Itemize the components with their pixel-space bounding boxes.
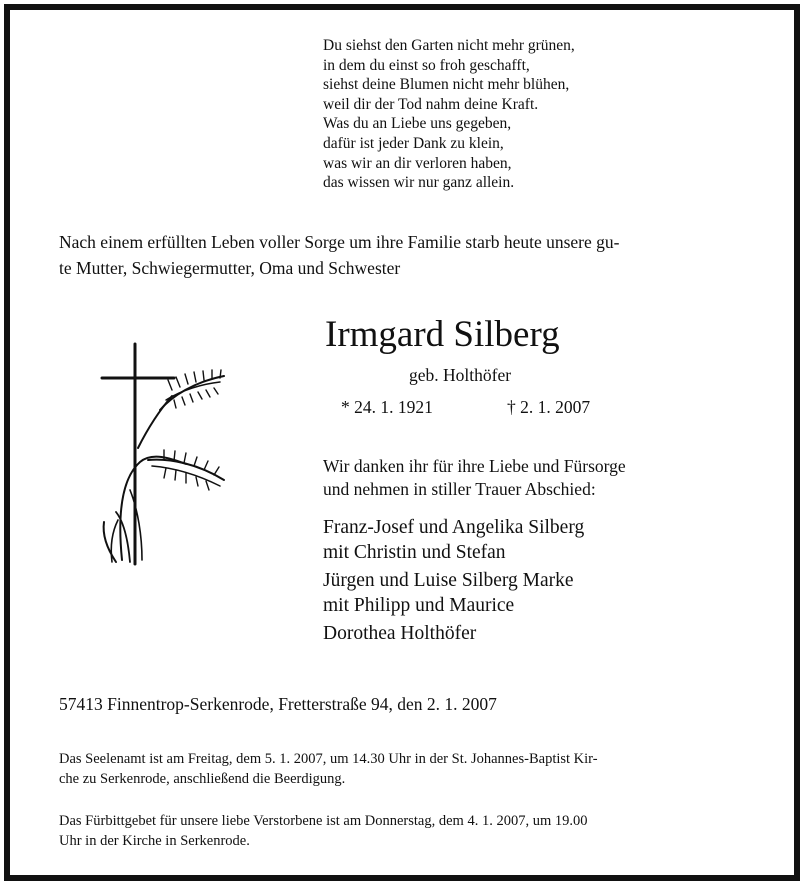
mourner-line: Jürgen und Luise Silberg Marke <box>323 570 574 591</box>
poem-line: das wissen wir nur ganz allein. <box>323 174 515 192</box>
mourners-list <box>323 515 584 651</box>
mourner-line: mit Philipp und Maurice <box>323 595 515 616</box>
poem-line: weil dir der Tod nahm deine Kraft. <box>323 95 539 113</box>
cross-with-wheat-icon <box>90 340 235 568</box>
poem-line: dafür ist jeder Dank zu klein, <box>323 134 504 152</box>
address-line: 57413 Finnentrop-Serkenrode, Fretterstraße 94, den 2. 1. 2007 <box>59 694 497 714</box>
thanks-text <box>323 455 626 501</box>
deceased-name: Irmgard Silberg <box>325 314 560 355</box>
mourner-entry <box>323 515 584 568</box>
notice-line: che zu Serkenrode, anschließend die Beerdigung. <box>59 771 346 787</box>
poem-line: was wir an dir verloren haben, <box>323 154 512 172</box>
mourner-entry <box>323 621 584 651</box>
mourner-line: Dorothea Holthöfer <box>323 623 477 644</box>
maiden-name: geb. Holthöfer <box>409 365 512 385</box>
intro-line: Nach einem erfüllten Leben voller Sorge um ihre Familie starb heute unsere gu- <box>59 232 620 252</box>
poem-line: Du siehst den Garten nicht mehr grünen, <box>323 37 575 54</box>
notice-line: Uhr in der Kirche in Serkenrode. <box>59 833 250 849</box>
funeral-mass-notice <box>59 749 598 789</box>
poem-line: in dem du einst so froh geschafft, <box>323 56 530 74</box>
death-date: † 2. 1. 2007 <box>507 397 591 417</box>
intro-text <box>59 229 619 281</box>
birth-date: * 24. 1. 1921 <box>341 397 433 417</box>
thanks-line: Wir danken ihr für ihre Liebe und Fürsorge <box>323 456 626 476</box>
thanks-line: und nehmen in stiller Trauer Abschied: <box>323 479 596 499</box>
mourner-entry <box>323 568 584 621</box>
prayer-notice <box>59 811 587 851</box>
notice-line: Das Seelenamt ist am Freitag, dem 5. 1. 2007, um 14.30 Uhr in der St. Johannes-Baptist Kir- <box>59 751 598 767</box>
mourner-line: mit Christin und Stefan <box>323 542 506 563</box>
poem <box>323 36 575 193</box>
poem-line: Was du an Liebe uns gegeben, <box>323 115 512 133</box>
intro-line: te Mutter, Schwiegermutter, Oma und Schwester <box>59 258 401 278</box>
mourner-line: Franz-Josef und Angelika Silberg <box>323 517 585 538</box>
notice-line: Das Fürbittgebet für unsere liebe Verstorbene ist am Donnerstag, dem 4. 1. 2007, um 19.00 <box>59 813 588 829</box>
poem-line: siehst deine Blumen nicht mehr blühen, <box>323 76 570 94</box>
